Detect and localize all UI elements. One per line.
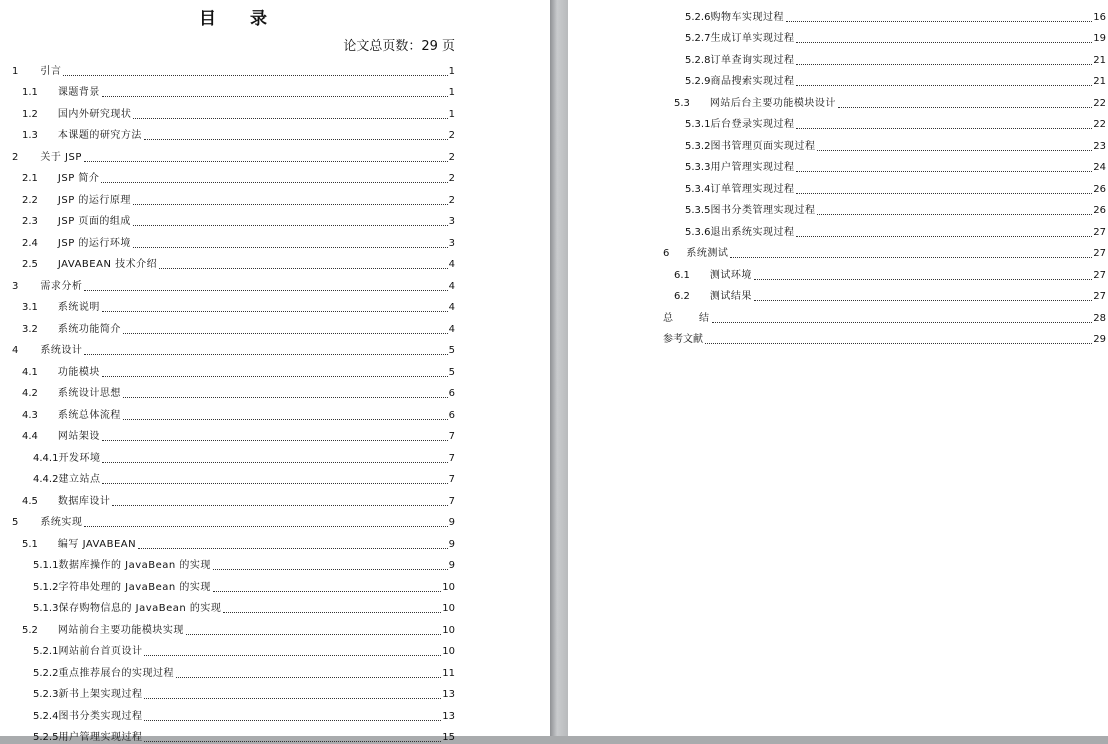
toc-dot-leader — [123, 419, 448, 420]
toc-entry-number: 3 — [12, 280, 18, 293]
toc-dot-leader — [838, 107, 1092, 108]
toc-entry[interactable] — [0, 336, 455, 358]
toc-entry-title: 功能模块 — [58, 366, 100, 379]
toc-entry-number: 5.3.5 — [685, 204, 710, 217]
toc-entry[interactable] — [0, 99, 455, 121]
toc-entry-title: 图书分类管理实现过程 — [710, 204, 815, 217]
toc-entry[interactable] — [568, 217, 1106, 239]
toc-entry[interactable] — [0, 443, 455, 465]
toc-entry-title: 数据库操作的 JavaBean 的实现 — [58, 559, 210, 572]
toc-entry[interactable] — [568, 67, 1106, 89]
toc-entry[interactable] — [0, 164, 455, 186]
toc-entry-number: 5.2.7 — [685, 32, 710, 45]
toc-entry-number: 5.3.4 — [685, 183, 710, 196]
toc-entry-title: 网站后台主要功能模块设计 — [710, 97, 836, 110]
toc-dot-leader — [817, 214, 1092, 215]
toc-entry-title: JSP 的运行环境 — [58, 237, 131, 250]
toc-page-number: 3 — [449, 237, 455, 250]
toc-page-number: 7 — [449, 495, 455, 508]
toc-entry[interactable] — [0, 185, 455, 207]
toc-entry[interactable] — [0, 379, 455, 401]
toc-entry-title: JSP 页面的组成 — [58, 215, 131, 228]
toc-entry-title: 用户管理实现过程 — [58, 731, 142, 744]
toc-entry-number: 6 — [663, 247, 669, 260]
toc-page-number: 21 — [1093, 54, 1106, 67]
toc-page-number: 26 — [1093, 183, 1106, 196]
toc-entry[interactable] — [0, 400, 455, 422]
toc-dot-leader — [84, 290, 447, 291]
toc-entry-number: 5.3.2 — [685, 140, 710, 153]
toc-entry-number: 1.1 — [22, 86, 38, 99]
toc-dot-leader — [133, 204, 448, 205]
toc-entry-title: 系统说明 — [58, 301, 100, 314]
toc-entry[interactable] — [0, 56, 455, 78]
toc-page-number: 2 — [449, 194, 455, 207]
toc-entry[interactable] — [568, 24, 1106, 46]
toc-page-number: 11 — [442, 667, 455, 680]
toc-page-number: 10 — [442, 624, 455, 637]
toc-page-number: 4 — [449, 301, 455, 314]
toc-entry-number: 5 — [12, 516, 18, 529]
toc-entry[interactable] — [0, 508, 455, 530]
toc-entry[interactable] — [568, 131, 1106, 153]
toc-entry-number: 4 — [12, 344, 18, 357]
toc-entry[interactable] — [0, 680, 455, 702]
toc-page-number: 1 — [449, 86, 455, 99]
toc-page-number: 3 — [449, 215, 455, 228]
toc-page-number: 4 — [449, 280, 455, 293]
toc-entry-title: 图书管理页面实现过程 — [710, 140, 815, 153]
toc-dot-leader — [754, 279, 1092, 280]
toc-entry-title: 引言 — [40, 65, 61, 78]
toc-entry-title: 网站架设 — [58, 430, 100, 443]
toc-dot-leader — [123, 397, 448, 398]
toc-dot-leader — [101, 182, 447, 183]
toc-dot-leader — [102, 462, 447, 463]
toc-page-number: 7 — [449, 452, 455, 465]
toc-entry[interactable] — [0, 529, 455, 551]
toc-entry[interactable] — [568, 260, 1106, 282]
toc-dot-leader — [213, 591, 441, 592]
toc-dot-leader — [213, 569, 448, 570]
toc-entry-title: 系统设计 — [40, 344, 82, 357]
toc-page-number: 22 — [1093, 97, 1106, 110]
toc-entry[interactable] — [0, 723, 455, 744]
toc-entry[interactable] — [568, 2, 1106, 24]
toc-entry-number: 2.4 — [22, 237, 38, 250]
toc-entry-title: 本课题的研究方法 — [58, 129, 142, 142]
toc-entry[interactable] — [0, 658, 455, 680]
toc-entry[interactable] — [568, 239, 1106, 261]
toc-title: 目 录 — [0, 4, 480, 29]
toc-entry-title: 商品搜索实现过程 — [710, 75, 794, 88]
toc-entry-number: 5.2.3 — [33, 688, 58, 701]
toc-page-number: 26 — [1093, 204, 1106, 217]
toc-entry-title: 系统总体流程 — [58, 409, 121, 422]
toc-entry-number: 5.1.2 — [33, 581, 58, 594]
toc-dot-leader — [112, 505, 447, 506]
toc-page-number: 6 — [449, 409, 455, 422]
toc-dot-leader — [133, 247, 448, 248]
toc-entries-left — [0, 56, 455, 744]
toc-page-number: 27 — [1093, 290, 1106, 303]
toc-entry-title: 结 — [699, 312, 710, 325]
toc-page-number: 27 — [1093, 269, 1106, 282]
toc-entry-number: 3.1 — [22, 301, 38, 314]
toc-entry[interactable] — [0, 293, 455, 315]
toc-entry-number: 6.2 — [674, 290, 690, 303]
toc-entry[interactable] — [0, 250, 455, 272]
toc-entry-number: 5.2 — [22, 624, 38, 637]
toc-entry-number: 3.2 — [22, 323, 38, 336]
toc-entry-number: 5.3.3 — [685, 161, 710, 174]
toc-entry[interactable] — [568, 110, 1106, 132]
toc-page-number: 10 — [442, 581, 455, 594]
toc-entry-number: 5.3 — [674, 97, 690, 110]
toc-page-number: 29 — [1093, 333, 1106, 346]
toc-page-number: 6 — [449, 387, 455, 400]
toc-entry[interactable] — [0, 207, 455, 229]
toc-entry-number: 5.3.6 — [685, 226, 710, 239]
toc-dot-leader — [84, 526, 447, 527]
toc-dot-leader — [796, 42, 1092, 43]
toc-page-number: 28 — [1093, 312, 1106, 325]
toc-page-number: 2 — [449, 129, 455, 142]
document-page-left — [0, 0, 550, 736]
toc-page-number: 24 — [1093, 161, 1106, 174]
toc-dot-leader — [144, 720, 441, 721]
toc-dot-leader — [144, 139, 448, 140]
toc-entry-title: 编写 JAVABEAN — [58, 538, 136, 551]
toc-entry[interactable] — [568, 88, 1106, 110]
toc-entry-number: 4.4.2 — [33, 473, 58, 486]
toc-dot-leader — [796, 85, 1092, 86]
toc-page-number: 23 — [1093, 140, 1106, 153]
toc-entry-title: 系统设计思想 — [58, 387, 121, 400]
toc-entry-title: 用户管理实现过程 — [710, 161, 794, 174]
toc-entry-number: 4.2 — [22, 387, 38, 400]
toc-entry[interactable] — [0, 594, 455, 616]
toc-entry-number: 5.1.1 — [33, 559, 58, 572]
document-page-right — [568, 0, 1108, 736]
toc-entry-title: 新书上架实现过程 — [58, 688, 142, 701]
toc-dot-leader — [133, 118, 447, 119]
toc-entry[interactable] — [0, 701, 455, 723]
toc-page-number: 2 — [449, 172, 455, 185]
toc-entry-number: 5.2.8 — [685, 54, 710, 67]
toc-page-number: 10 — [442, 645, 455, 658]
toc-entry-number: 2.5 — [22, 258, 38, 271]
toc-entry-title: 保存购物信息的 JavaBean 的实现 — [58, 602, 221, 615]
toc-dot-leader — [754, 300, 1092, 301]
toc-dot-leader — [730, 257, 1092, 258]
toc-dot-leader — [84, 161, 448, 162]
toc-entry-title: 数据库设计 — [58, 495, 111, 508]
toc-entry-title: 网站前台首页设计 — [58, 645, 142, 658]
toc-entry-number: 5.3.1 — [685, 118, 710, 131]
toc-entry-number: 5.2.5 — [33, 731, 58, 744]
toc-dot-leader — [102, 483, 447, 484]
toc-dot-leader — [796, 128, 1092, 129]
toc-dot-leader — [796, 171, 1092, 172]
toc-entry[interactable] — [568, 45, 1106, 67]
toc-entry-title: 订单管理实现过程 — [710, 183, 794, 196]
toc-entry-number: 5.2.1 — [33, 645, 58, 658]
toc-entry-number: 6.1 — [674, 269, 690, 282]
toc-entry-title: 开发环境 — [58, 452, 100, 465]
toc-entry-number: 1 — [12, 65, 18, 78]
toc-dot-leader — [786, 21, 1092, 22]
toc-page-number: 13 — [442, 710, 455, 723]
toc-entry-title: 网站前台主要功能模块实现 — [58, 624, 184, 637]
toc-entry[interactable] — [568, 303, 1106, 325]
toc-entry-title: 关于 JSP — [40, 151, 82, 164]
toc-page-number: 22 — [1093, 118, 1106, 131]
toc-entry[interactable] — [0, 465, 455, 487]
toc-entry[interactable] — [0, 486, 455, 508]
toc-entry[interactable] — [0, 615, 455, 637]
toc-entry[interactable] — [0, 271, 455, 293]
toc-page-number: 21 — [1093, 75, 1106, 88]
toc-entry-title: 后台登录实现过程 — [710, 118, 794, 131]
toc-dot-leader — [84, 354, 447, 355]
toc-entry[interactable] — [568, 325, 1106, 347]
toc-page-number: 27 — [1093, 247, 1106, 260]
toc-entry-title: 生成订单实现过程 — [710, 32, 794, 45]
toc-entry-number: 1.3 — [22, 129, 38, 142]
page-gutter — [550, 0, 568, 736]
toc-entry-number: 4.1 — [22, 366, 38, 379]
toc-page-number: 1 — [449, 108, 455, 121]
toc-page-number: 4 — [449, 323, 455, 336]
toc-dot-leader — [102, 440, 448, 441]
toc-dot-leader — [144, 741, 441, 742]
toc-page-number: 5 — [449, 366, 455, 379]
toc-dot-leader — [817, 150, 1092, 151]
toc-dot-leader — [176, 677, 441, 678]
toc-dot-leader — [705, 343, 1092, 344]
toc-page-number: 15 — [442, 731, 455, 744]
toc-entry-title: 国内外研究现状 — [58, 108, 132, 121]
toc-dot-leader — [159, 268, 448, 269]
toc-dot-leader — [133, 225, 448, 226]
toc-page-number: 7 — [449, 430, 455, 443]
toc-entry-number: 5.1 — [22, 538, 38, 551]
toc-dot-leader — [144, 655, 441, 656]
toc-page-number: 19 — [1093, 32, 1106, 45]
toc-dot-leader — [138, 548, 448, 549]
toc-entry[interactable] — [568, 282, 1106, 304]
toc-entry[interactable] — [0, 78, 455, 100]
toc-entry[interactable] — [0, 422, 455, 444]
toc-dot-leader — [144, 698, 441, 699]
toc-entry-title: JSP 的运行原理 — [58, 194, 131, 207]
toc-entry-number: 参考文献 — [663, 333, 703, 346]
toc-entry-title: 建立站点 — [58, 473, 100, 486]
toc-entry[interactable] — [0, 121, 455, 143]
toc-entry-title: 订单查询实现过程 — [710, 54, 794, 67]
toc-entry[interactable] — [568, 174, 1106, 196]
toc-dot-leader — [123, 333, 448, 334]
toc-entry-title: 需求分析 — [40, 280, 82, 293]
toc-dot-leader — [102, 96, 448, 97]
toc-page-number: 1 — [449, 65, 455, 78]
toc-entries-right — [568, 2, 1106, 346]
toc-entry[interactable] — [0, 314, 455, 336]
toc-entry-title: 系统功能简介 — [58, 323, 121, 336]
toc-entry-number: 4.4.1 — [33, 452, 58, 465]
toc-entry-title: 系统测试 — [686, 247, 728, 260]
toc-entry-title: 退出系统实现过程 — [710, 226, 794, 239]
toc-entry-number: 4.4 — [22, 430, 38, 443]
toc-entry[interactable] — [0, 142, 455, 164]
total-pages-label: 论文总页数：29 页 — [343, 35, 455, 54]
toc-entry-number: 5.2.6 — [685, 11, 710, 24]
toc-entry[interactable] — [0, 637, 455, 659]
toc-entry-number: 2.2 — [22, 194, 38, 207]
toc-page-number: 10 — [442, 602, 455, 615]
toc-entry[interactable] — [0, 228, 455, 250]
toc-entry-number: 5.2.2 — [33, 667, 58, 680]
toc-dot-leader — [796, 64, 1092, 65]
toc-entry-title: 图书分类实现过程 — [58, 710, 142, 723]
toc-entry[interactable] — [0, 572, 455, 594]
toc-dot-leader — [796, 193, 1092, 194]
toc-entry-number: 5.1.3 — [33, 602, 58, 615]
toc-entry-number: 2.3 — [22, 215, 38, 228]
toc-dot-leader — [712, 322, 1093, 323]
toc-entry-title: 购物车实现过程 — [710, 11, 784, 24]
toc-entry-number: 1.2 — [22, 108, 38, 121]
toc-entry-number: 2 — [12, 151, 18, 164]
toc-page-number: 13 — [442, 688, 455, 701]
toc-page-number: 5 — [449, 344, 455, 357]
toc-dot-leader — [186, 634, 441, 635]
toc-dot-leader — [102, 376, 448, 377]
toc-page-number: 7 — [449, 473, 455, 486]
toc-page-number: 27 — [1093, 226, 1106, 239]
toc-entry-title: 字符串处理的 JavaBean 的实现 — [58, 581, 210, 594]
toc-entry-title: JSP 简介 — [58, 172, 100, 185]
toc-entry-number: 4.5 — [22, 495, 38, 508]
toc-entry-number: 5.2.9 — [685, 75, 710, 88]
toc-page-number: 9 — [449, 538, 455, 551]
toc-entry-title: 测试环境 — [710, 269, 752, 282]
toc-entry[interactable] — [568, 153, 1106, 175]
toc-page-number: 4 — [449, 258, 455, 271]
toc-entry[interactable] — [0, 551, 455, 573]
toc-entry-title: 测试结果 — [710, 290, 752, 303]
toc-page-number: 9 — [449, 559, 455, 572]
toc-page-number: 2 — [449, 151, 455, 164]
toc-entry-number: 4.3 — [22, 409, 38, 422]
toc-page-number: 9 — [449, 516, 455, 529]
toc-entry-number: 2.1 — [22, 172, 38, 185]
toc-entry[interactable] — [568, 196, 1106, 218]
toc-entry-title: 系统实现 — [40, 516, 82, 529]
toc-entry-title: 重点推荐展台的实现过程 — [58, 667, 174, 680]
toc-entry-number: 总 — [663, 312, 673, 325]
toc-dot-leader — [102, 311, 448, 312]
toc-entry-title: JAVABEAN 技术介绍 — [58, 258, 157, 271]
toc-dot-leader — [796, 236, 1092, 237]
toc-entry[interactable] — [0, 357, 455, 379]
toc-entry-title: 课题背景 — [58, 86, 100, 99]
toc-dot-leader — [63, 75, 447, 76]
toc-page-number: 16 — [1093, 11, 1106, 24]
toc-entry-number: 5.2.4 — [33, 710, 58, 723]
toc-dot-leader — [223, 612, 441, 613]
